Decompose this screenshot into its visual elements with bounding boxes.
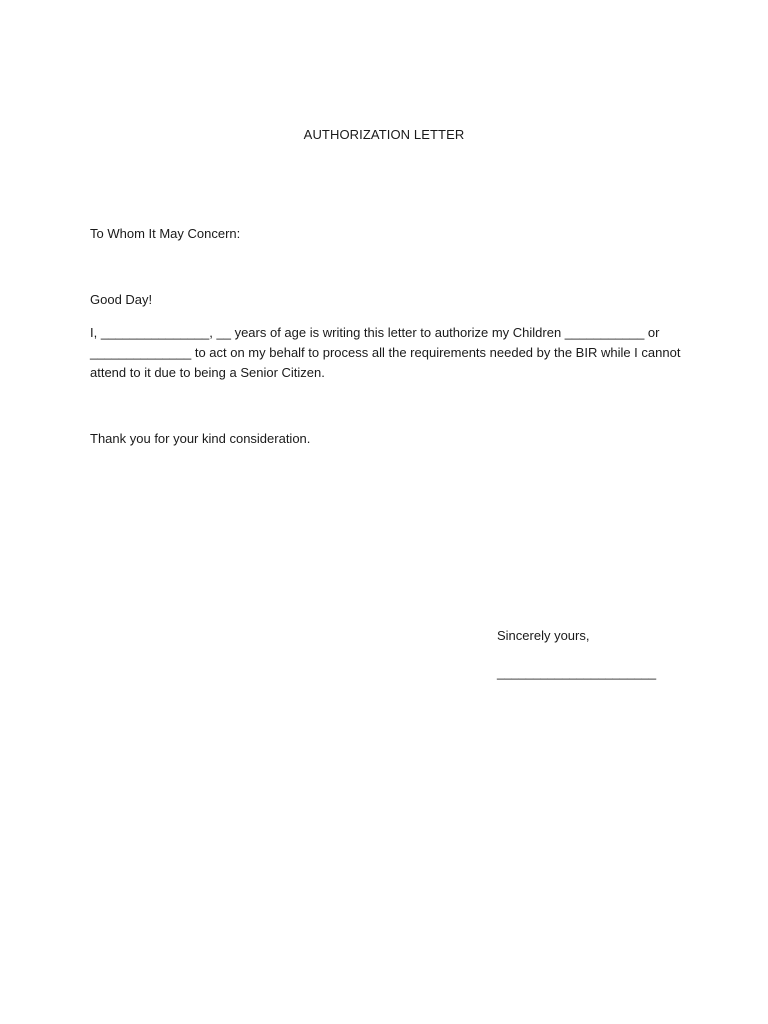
greeting: Good Day!: [90, 292, 153, 307]
thanks-line: Thank you for your kind consideration.: [90, 431, 311, 446]
closing: Sincerely yours,: [497, 628, 590, 643]
signature-line: ______________________: [497, 665, 657, 680]
body-line: I, _______________, __ years of age is writing this letter to authorize my Children ___________ or: [90, 325, 660, 340]
body-line: attend to it due to being a Senior Citizen.: [90, 365, 325, 380]
body-paragraph: [90, 323, 680, 383]
letter-title: AUTHORIZATION LETTER: [303, 127, 465, 142]
salutation: To Whom It May Concern:: [90, 226, 241, 241]
body-line: ______________ to act on my behalf to process all the requirements needed by the BIR while I cannot: [90, 345, 681, 360]
